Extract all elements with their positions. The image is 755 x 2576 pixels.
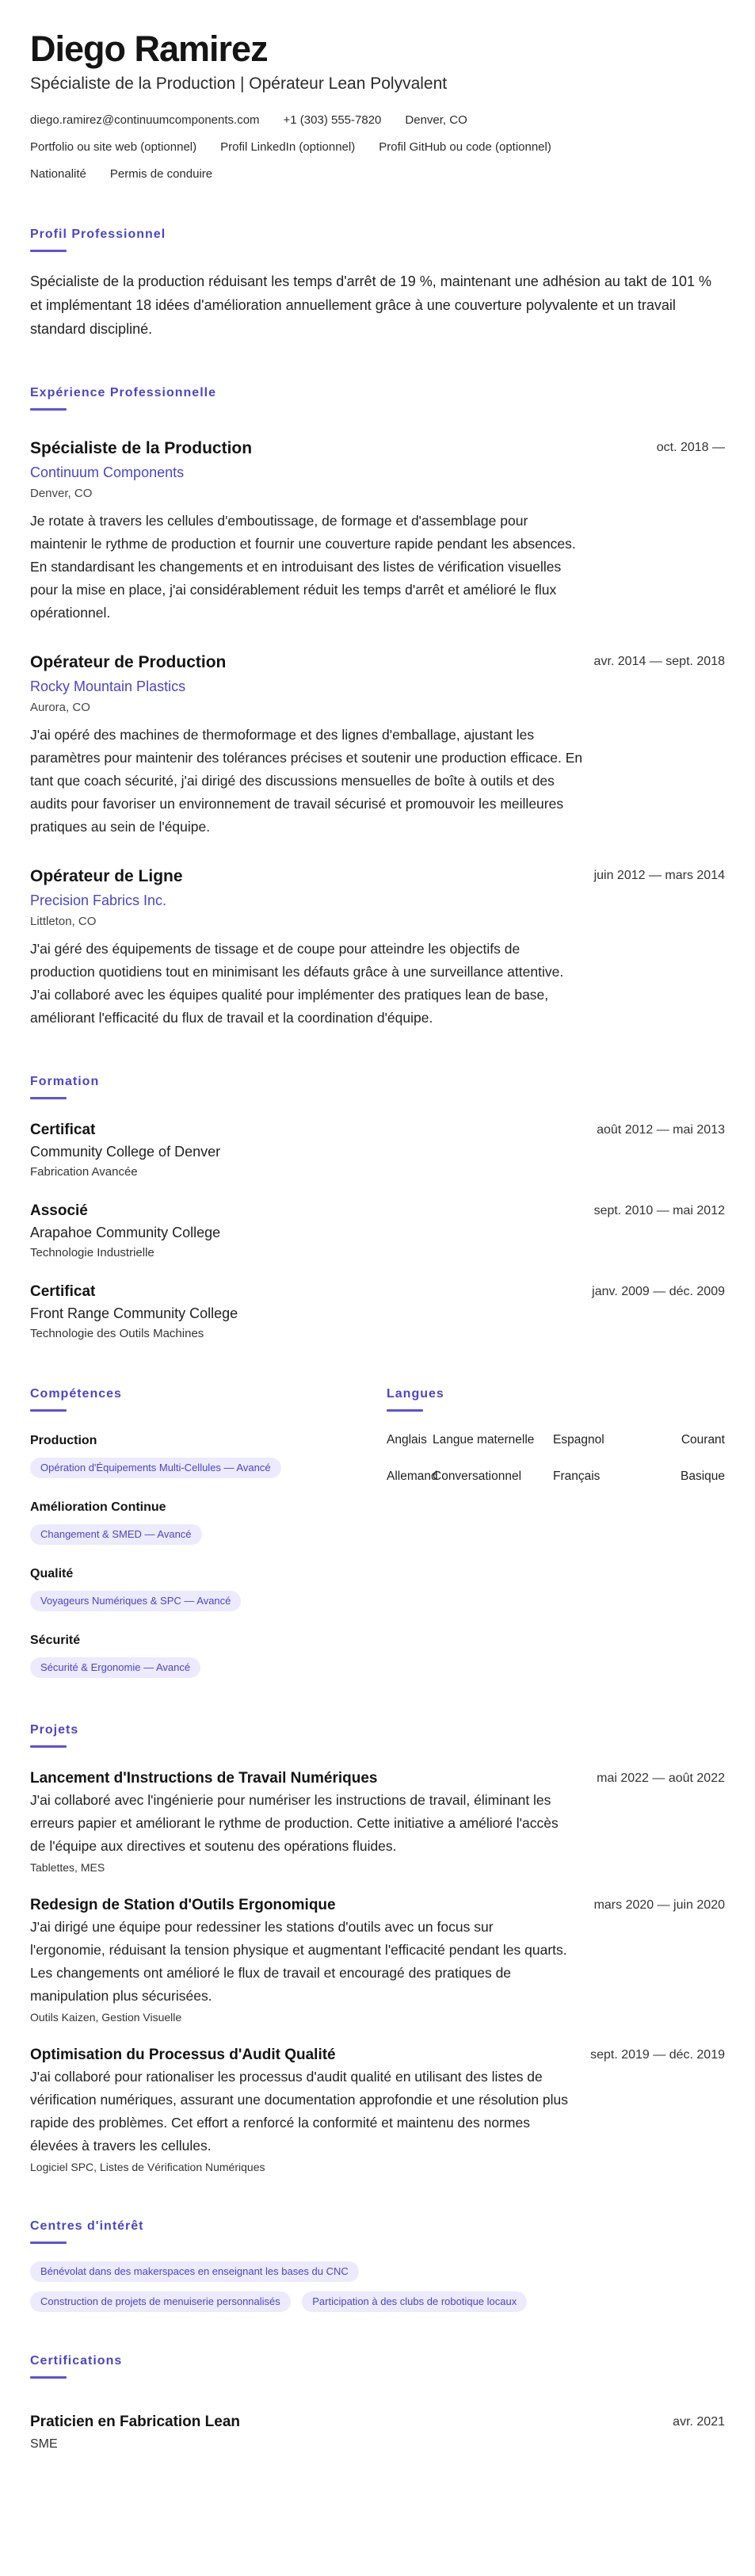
resume-header — [30, 29, 725, 182]
language-name: Espagnol — [553, 1433, 604, 1447]
section-divider — [387, 1409, 423, 1412]
skill-pill: Opération d'Équipements Multi-Cellules — Avancé — [30, 1458, 281, 1478]
skill-group — [30, 1432, 387, 1478]
section-title-interests: Centres d'intérêt — [30, 2219, 144, 2233]
education-school: Community College of Denver — [30, 1144, 221, 1160]
project-entry — [30, 2045, 725, 2174]
project-description: J'ai collaboré pour rationaliser les processus d'audit qualité en utilisant des listes de vérification numériques, assurant une documentation approfondie et une résolution plus rapide des problèmes. Cet effort a renforcé la conformité et maintenu des normes élevées à travers les cellules. — [30, 2069, 569, 2154]
skill-group-name: Amélioration Continue — [30, 1500, 166, 1514]
experience-date: avr. 2014 — sept. 2018 — [593, 655, 725, 668]
education-field: Technologie Industrielle — [30, 1246, 154, 1259]
languages-section — [387, 1386, 725, 1678]
experience-role: Opérateur de Ligne — [30, 867, 183, 885]
education-degree: Associé — [30, 1202, 88, 1219]
section-divider — [30, 408, 67, 411]
experience-role: Spécialiste de la Production — [30, 439, 253, 457]
experience-company: Continuum Components — [30, 464, 185, 480]
language-level: Basique — [680, 1470, 725, 1483]
education-field: Technologie des Outils Machines — [30, 1327, 204, 1340]
contact-license: Permis de conduire — [109, 167, 213, 181]
interest-pill: Participation à des clubs de robotique locaux — [302, 2291, 527, 2312]
education-degree: Certificat — [30, 1283, 96, 1300]
education-date: sept. 2010 — mai 2012 — [593, 1204, 725, 1217]
project-date: mai 2022 — août 2022 — [597, 1771, 725, 1785]
candidate-name: Diego Ramirez — [30, 29, 268, 69]
section-title-experience: Expérience Professionnelle — [30, 386, 216, 399]
interests-list — [30, 2261, 725, 2322]
projects-section — [30, 1722, 725, 2174]
education-school: Arapahoe Community College — [30, 1225, 221, 1240]
experience-location: Aurora, CO — [30, 701, 90, 714]
certification-name: Praticien en Fabrication Lean — [30, 2414, 241, 2430]
certification-date: avr. 2021 — [673, 2415, 725, 2429]
education-degree: Certificat — [30, 1122, 96, 1138]
languages-grid — [387, 1432, 725, 1485]
language-level: Langue maternelle — [433, 1433, 535, 1447]
section-divider — [30, 250, 67, 252]
project-technologies: Logiciel SPC, Listes de Vérification Numériques — [30, 2161, 265, 2173]
interest-pill: Construction de projets de menuiserie personnalisés — [30, 2291, 291, 2312]
skills-languages-row — [30, 1386, 725, 1678]
education-date: août 2012 — mai 2013 — [597, 1123, 725, 1137]
interest-pill: Bénévolat dans des makerspaces en enseignant les bases du CNC — [30, 2261, 359, 2282]
education-field: Fabrication Avancée — [30, 1165, 138, 1179]
project-date: sept. 2019 — déc. 2019 — [590, 2048, 725, 2062]
section-title-projects: Projets — [30, 1723, 79, 1737]
section-title-skills: Compétences — [30, 1387, 122, 1401]
education-section — [30, 1074, 725, 1342]
section-title-summary: Profil Professionnel — [30, 227, 166, 241]
language-name: Français — [553, 1470, 601, 1483]
skill-group-name: Sécurité — [30, 1634, 81, 1647]
education-date: janv. 2009 — déc. 2009 — [592, 1285, 725, 1298]
project-technologies: Outils Kaizen, Gestion Visuelle — [30, 2011, 182, 2024]
contact-email[interactable]: diego.ramirez@continuumcomponents.com — [30, 113, 260, 127]
project-name: Optimisation du Processus d'Audit Qualité — [30, 2047, 336, 2063]
contact-nationality: Nationalité — [30, 167, 86, 181]
project-technologies: Tablettes, MES — [30, 1861, 105, 1874]
language-level: Courant — [681, 1433, 725, 1447]
contact-phone[interactable]: +1 (303) 555-7820 — [283, 113, 382, 127]
experience-location: Denver, CO — [30, 487, 93, 500]
education-school: Front Range Community College — [30, 1305, 238, 1321]
experience-section — [30, 385, 725, 1030]
experience-location: Littleton, CO — [30, 915, 97, 928]
project-entry — [30, 1895, 725, 2024]
experience-entry — [30, 438, 725, 625]
skill-group — [30, 1632, 387, 1678]
candidate-headline: Spécialiste de la Production | Opérateur Lean Polyvalent — [30, 75, 448, 93]
experience-company: Rocky Mountain Plastics — [30, 678, 186, 694]
education-entry — [30, 1120, 725, 1180]
experience-role: Opérateur de Production — [30, 653, 227, 671]
summary-section — [30, 227, 725, 341]
experience-description: Je rotate à travers les cellules d'emboutissage, de formage et d'assemblage pour maintenir le rythme de production et fournir une couverture rapide pendant les absences. En standardisant les changements et en introduisant des listes de vérification visuelles pour la mise en place, j'ai considérablement réduit les temps d'arrêt et amélioré le flux opérationnel. — [30, 513, 576, 621]
skill-group — [30, 1565, 387, 1611]
experience-date: juin 2012 — mars 2014 — [593, 869, 725, 882]
skill-group — [30, 1499, 387, 1545]
section-title-education: Formation — [30, 1075, 100, 1088]
language-name: Anglais — [387, 1433, 427, 1447]
contact-linkedin[interactable]: Profil LinkedIn (optionnel) — [220, 140, 356, 154]
education-entry — [30, 1201, 725, 1261]
certification-issuer: SME — [30, 2437, 58, 2451]
contact-row-links — [30, 140, 725, 155]
section-title-languages: Langues — [387, 1387, 444, 1401]
skill-group-name: Production — [30, 1434, 97, 1447]
skills-section — [30, 1386, 387, 1678]
interests-section — [30, 2219, 725, 2322]
education-entry — [30, 1282, 725, 1342]
contact-row-extra — [30, 166, 725, 182]
project-description: J'ai collaboré avec l'ingénierie pour numériser les instructions de travail, éliminant les erreurs papier et améliorant le rythme de production. Cette initiative a amélioré l'accès de l'équipe aux directives et soutenu des opérations fluides. — [30, 1792, 559, 1854]
skill-group-name: Qualité — [30, 1567, 74, 1580]
project-date: mars 2020 — juin 2020 — [593, 1898, 725, 1912]
project-entry — [30, 1768, 725, 1875]
section-divider — [30, 1097, 67, 1099]
experience-entry — [30, 652, 725, 839]
experience-entry — [30, 866, 725, 1030]
section-divider — [30, 2376, 67, 2379]
contact-github[interactable]: Profil GitHub ou code (optionnel) — [379, 140, 551, 154]
section-divider — [30, 1745, 67, 1748]
contact-location: Denver, CO — [405, 113, 467, 127]
certification-entry — [30, 2412, 725, 2453]
experience-description: J'ai opéré des machines de thermoformage et des lignes d'emballage, ajustant les paramètres pour maintenir des tolérances précises et soutenir une production efficace. En tant que coach sécurité, j'ai dirigé des discussions mensuelles de boîte à outils et des audits pour favoriser un environnement de travail sécurisé et promouvoir les meilleures pratiques au sein de l'équipe. — [30, 727, 583, 835]
certifications-section — [30, 2353, 725, 2453]
section-divider — [30, 2242, 67, 2244]
project-description: J'ai dirigé une équipe pour redessiner les stations d'outils avec un focus sur l'ergonomie, réduisant la tension physique et augmentant l'efficacité pendant les quarts. Les changements ont amélioré le flux de travail et encouragé des pratiques de manipulation plus sécurisées. — [30, 1919, 567, 2004]
summary-text: Spécialiste de la production réduisant les temps d'arrêt de 19 %, maintenant une adhésion au takt de 101 % et implémentant 18 idées d'amélioration annuellement grâce à une couverture polyvalente et un travail standard discipliné. — [30, 273, 711, 337]
skill-pill: Voyageurs Numériques & SPC — Avancé — [30, 1591, 241, 1611]
contact-portfolio[interactable]: Portfolio ou site web (optionnel) — [30, 140, 197, 154]
skill-pill: Changement & SMED — Avancé — [30, 1524, 202, 1545]
experience-date: oct. 2018 — — [656, 441, 725, 454]
skill-pill: Sécurité & Ergonomie — Avancé — [30, 1657, 200, 1678]
language-name: Allemand — [387, 1470, 438, 1483]
section-title-certifications: Certifications — [30, 2354, 123, 2368]
section-divider — [30, 1409, 67, 1412]
experience-description: J'ai géré des équipements de tissage et de coupe pour atteindre les objectifs de production quotidiens tout en minimisant les défauts grâce à une surveillance attentive. J'ai collaboré avec les équipes qualité pour implémenter des pratiques lean de base, améliorant l'efficacité du flux de travail et la coordination d'équipe. — [30, 941, 564, 1026]
project-name: Lancement d'Instructions de Travail Numériques — [30, 1770, 378, 1787]
contact-row-primary — [30, 113, 725, 128]
language-level: Conversationnel — [433, 1470, 522, 1483]
experience-company: Precision Fabrics Inc. — [30, 892, 167, 908]
project-name: Redesign de Station d'Outils Ergonomique — [30, 1897, 336, 1913]
